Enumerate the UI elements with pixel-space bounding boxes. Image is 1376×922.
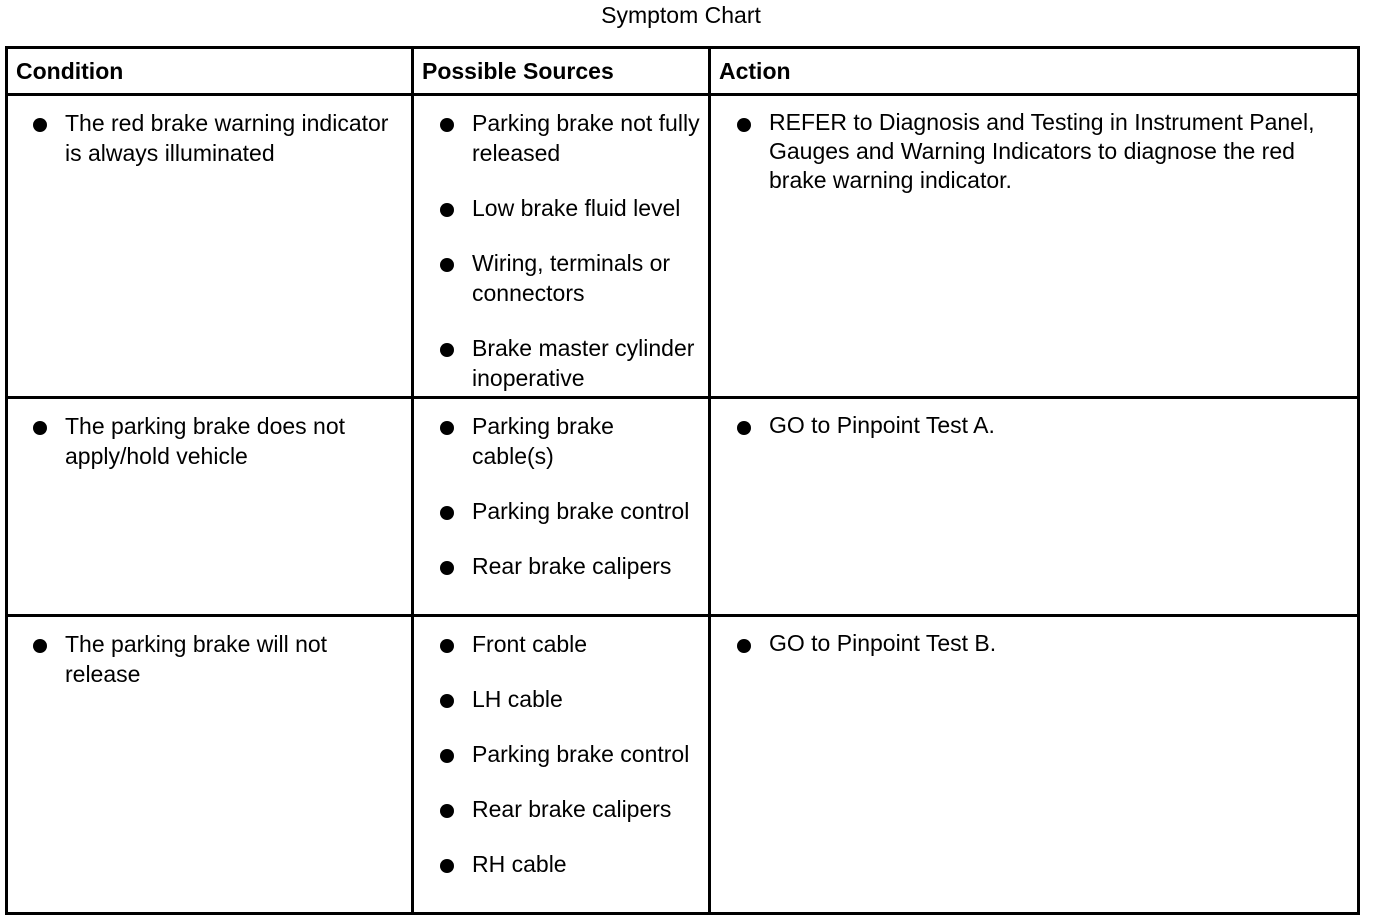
source-text: Parking brake not fully released: [472, 110, 700, 166]
bullet-icon: [440, 804, 454, 818]
list-item: [8, 629, 403, 689]
source-text: Front cable: [472, 631, 588, 658]
list-item: [8, 411, 403, 471]
source-text: LH cable: [472, 686, 563, 713]
bullet-icon: [33, 639, 47, 653]
condition-cell: [7, 95, 413, 398]
sources-cell: [413, 397, 710, 615]
page-title: Symptom Chart: [601, 2, 761, 28]
table-row: [7, 616, 1359, 914]
bullet-icon: [440, 258, 454, 272]
bullet-icon: [33, 118, 47, 132]
condition-text: The parking brake does not apply/hold vehicle: [65, 412, 346, 469]
list-item: [414, 193, 700, 223]
condition-cell: [7, 616, 413, 914]
condition-text: The red brake warning indicator is always illuminated: [65, 110, 389, 166]
list-item: [8, 108, 403, 168]
list-item: [711, 411, 1349, 440]
table-header-row: [7, 48, 1359, 95]
condition-text: The parking brake will not release: [65, 631, 328, 688]
header-possible-sources: Possible Sources: [413, 48, 710, 95]
action-text: REFER to Diagnosis and Testing in Instrument Panel, Gauges and Warning Indicators to diagnose the red brake warning indicator.: [769, 109, 1315, 193]
header-condition: Condition: [7, 48, 413, 95]
action-text: GO to Pinpoint Test B.: [769, 630, 997, 657]
source-text: Low brake fluid level: [472, 195, 681, 221]
source-text: Rear brake calipers: [472, 796, 672, 823]
source-text: Parking brake cable(s): [472, 412, 614, 469]
list-item: [414, 108, 700, 168]
bullet-icon: [440, 694, 454, 708]
source-text: Parking brake control: [472, 497, 690, 524]
sources-cell: [413, 616, 710, 914]
list-item: [414, 684, 700, 714]
table-row: [7, 95, 1359, 398]
bullet-icon: [440, 749, 454, 763]
source-text: Rear brake calipers: [472, 552, 672, 579]
source-text: Wiring, terminals or connectors: [472, 250, 671, 306]
bullet-icon: [737, 639, 751, 653]
bullet-icon: [440, 118, 454, 132]
list-item: [414, 496, 700, 526]
list-item: [711, 629, 1349, 658]
source-text: Parking brake control: [472, 741, 690, 768]
action-text: GO to Pinpoint Test A.: [769, 411, 995, 438]
bullet-icon: [440, 203, 454, 217]
list-item: [414, 248, 700, 308]
source-text: Brake master cylinder inoperative: [472, 335, 695, 391]
symptom-table: [5, 46, 1360, 915]
bullet-icon: [440, 343, 454, 357]
list-item: [711, 108, 1349, 195]
list-item: [414, 849, 700, 879]
bullet-icon: [33, 421, 47, 435]
action-cell: [710, 616, 1359, 914]
bullet-icon: [737, 421, 751, 435]
list-item: [414, 333, 700, 393]
bullet-icon: [440, 421, 454, 435]
bullet-icon: [440, 639, 454, 653]
source-text: RH cable: [472, 851, 567, 878]
bullet-icon: [440, 506, 454, 520]
list-item: [414, 794, 700, 824]
action-cell: [710, 95, 1359, 398]
header-action: Action: [710, 48, 1359, 95]
list-item: [414, 551, 700, 581]
bullet-icon: [737, 118, 751, 132]
list-item: [414, 411, 700, 471]
table-row: [7, 397, 1359, 615]
action-cell: [710, 397, 1359, 615]
list-item: [414, 739, 700, 769]
bullet-icon: [440, 859, 454, 873]
condition-cell: [7, 397, 413, 615]
list-item: [414, 629, 700, 659]
bullet-icon: [440, 561, 454, 575]
sources-cell: [413, 95, 710, 398]
